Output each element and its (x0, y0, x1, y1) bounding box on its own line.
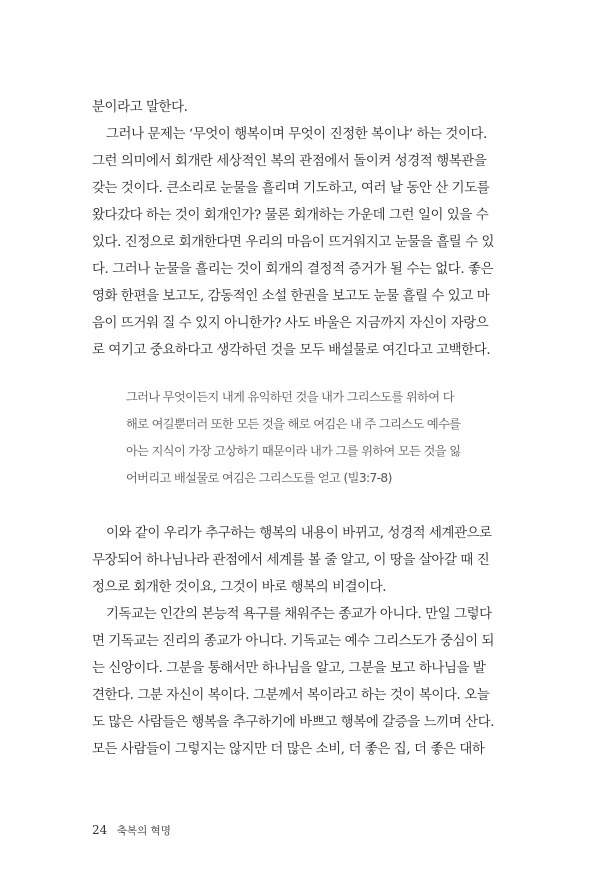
text-line: 는 신앙이다. 그분을 통해서만 하나님을 알고, 그분을 보고 하나님을 발 (92, 661, 486, 676)
text-line: 있다. 진정으로 회개한다면 우리의 마음이 뜨거워지고 눈물을 흘릴 수 있 (92, 235, 495, 250)
text-line: 모든 사람들이 그렇지는 않지만 더 많은 소비, 더 좋은 집, 더 좋은 대하 (92, 742, 485, 757)
scripture-quote (92, 384, 498, 492)
page-footer (92, 823, 171, 838)
quote-line: 해로 여길뿐더러 또한 모든 것을 해로 여김은 내 주 그리스도 예수를 (126, 417, 461, 431)
text-line: 이와 같이 우리가 추구하는 행복의 내용이 바뀌고, 성경적 세계관으로 (106, 526, 492, 541)
text-line: 음이 뜨거워 질 수 있지 아니한가? 사도 바울은 지금까지 자신이 자랑으 (92, 316, 489, 331)
text-line: 갖는 것이다. 큰소리로 눈물을 흘리며 기도하고, 여러 날 동안 산 기도를 (92, 181, 490, 196)
text-line: 정으로 회개한 것이요, 그것이 바로 행복의 비결이다. (92, 580, 387, 595)
text-line: 그런 의미에서 회개란 세상적인 복의 관점에서 돌이켜 성경적 행복관을 (92, 154, 487, 169)
running-title: 축복의 혁명 (116, 825, 171, 837)
quote-line: 아는 지식이 가장 고상하기 때문이라 내가 그를 위하여 모든 것을 잃 (126, 444, 461, 458)
text-line: 기독교는 인간의 본능적 욕구를 채워주는 종교가 아니다. 만일 그렇다 (106, 607, 492, 622)
text-line: 견한다. 그분 자신이 복이다. 그분께서 복이라고 하는 것이 복이다. 오늘 (92, 688, 490, 703)
quote-line: 어버리고 배설물로 여김은 그리스도를 얻고 (빌3:7-8) (126, 471, 392, 485)
text-line: 왔다갔다 하는 것이 회개인가? 물론 회개하는 가운데 그런 일이 있을 수 (92, 208, 489, 223)
quote-line: 그러나 무엇이든지 내게 유익하던 것을 내가 그리스도를 위하여 다 (126, 390, 454, 404)
text-line: 면 기독교는 진리의 종교가 아니다. 기독교는 예수 그리스도가 중심이 되 (92, 634, 495, 649)
text-line: 다. 그러나 눈물을 흘리는 것이 회개의 결정적 증거가 될 수는 없다. 좋은 (92, 262, 494, 277)
text-line: 그러나 문제는 ‘무엇이 행복이며 무엇이 진정한 복이냐’ 하는 것이다. (106, 127, 487, 142)
text-line: 로 여기고 중요하다고 생각하던 것을 모두 배설물로 여긴다고 고백한다. (92, 343, 491, 358)
page-body (92, 94, 498, 763)
text-line: 무장되어 하나님나라 관점에서 세계를 볼 줄 알고, 이 땅을 살아갈 때 진 (92, 553, 490, 568)
text-line: 분이라고 말한다. (92, 100, 188, 115)
text-line: 영화 한편을 보고도, 감동적인 소설 한권을 보고도 눈물 흘릴 수 있고 마 (92, 289, 490, 304)
page-number: 24 (92, 823, 108, 837)
text-line: 도 많은 사람들은 행복을 추구하기에 바쁘고 행복에 갈증을 느끼며 산다. (92, 715, 495, 730)
